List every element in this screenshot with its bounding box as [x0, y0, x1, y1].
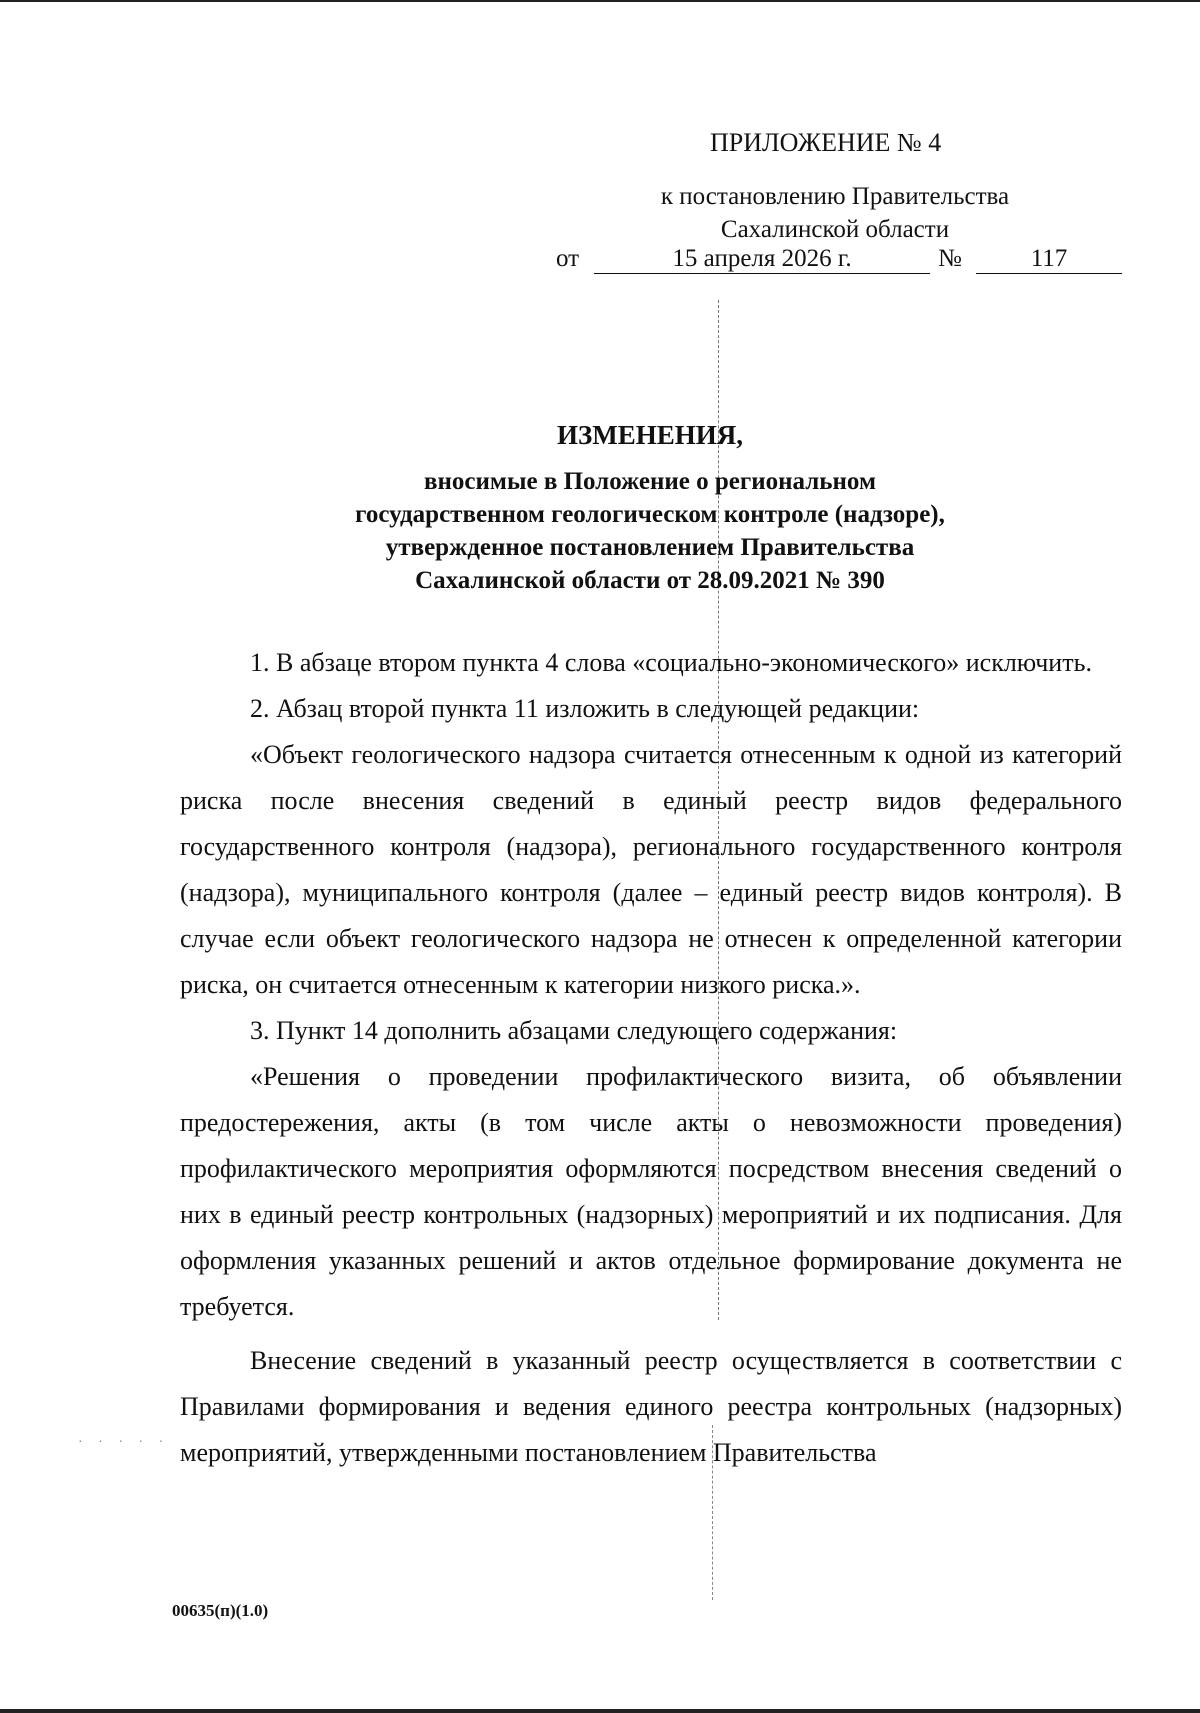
scan-dots: · · · · ·: [78, 1435, 170, 1450]
decree-date: 15 апреля 2026 г.: [594, 245, 930, 274]
subheading-line4: Сахалинской области от 28.09.2021 № 390: [415, 567, 885, 594]
decree-reference-line2: Сахалинской области: [720, 216, 950, 243]
paragraph-3: «Объект геологического надзора считается отнесенным к одной из категорий риска после внесения сведений в единый реестр видов федерального государственного контроля (надзора), регионального государственного контроля (надзора), муниципального контроля (далее – единый реестр видов контроля). В случае если объект геологического надзора не отнесен к определенной категории риска, он считается отнесенным к категории низкого риска.».: [180, 740, 1122, 999]
decree-reference: [640, 180, 1030, 246]
subheading-line3: утвержденное постановлением Правительства: [385, 534, 915, 561]
scan-top-edge: [0, 0, 1200, 2]
paragraph-2: 2. Абзац второй пункта 11 изложить в следующей редакции:: [250, 694, 920, 723]
decree-reference-line1: к постановлению Правительства: [660, 183, 1010, 210]
document-heading: ИЗМЕНЕНИЯ,: [556, 420, 743, 450]
form-code: 00635(п)(1.0): [172, 1601, 269, 1620]
paragraph-5: «Решения о проведении профилактического визита, об объявлении предостережения, акты (в том числе акты о невозможности проведения) профилактического мероприятия оформляются посредством внесения сведений о них в единый реестр контрольных (надзорных) мероприятий и их подписания. Для оформления указанных решений и актов отдельное формирование документа не требуется.: [180, 1062, 1122, 1321]
subheading-line2: государственном геологическом контроле (надзоре),: [355, 501, 945, 528]
decree-number: 117: [976, 245, 1122, 274]
from-label: от: [556, 245, 580, 272]
paragraph-4: 3. Пункт 14 дополнить абзацами следующего содержания:: [250, 1016, 898, 1045]
decree-date-row: [556, 245, 1122, 279]
appendix-title: ПРИЛОЖЕНИЕ № 4: [710, 128, 942, 157]
subheading-line1: вносимые в Положение о региональном: [424, 468, 876, 495]
document-subheading: [280, 465, 1020, 597]
scan-bottom-edge: [0, 1709, 1200, 1713]
paragraph-6: Внесение сведений в указанный реестр осуществляется в соответствии с Правилами формирования и ведения единого реестра контрольных (надзорных) мероприятий, утвержденными постановлением Правительства: [180, 1346, 1122, 1467]
paragraph-1: 1. В абзаце втором пункта 4 слова «социально-экономического» исключить.: [250, 648, 1092, 677]
number-label: №: [938, 245, 962, 272]
document-body: [180, 640, 1122, 1476]
